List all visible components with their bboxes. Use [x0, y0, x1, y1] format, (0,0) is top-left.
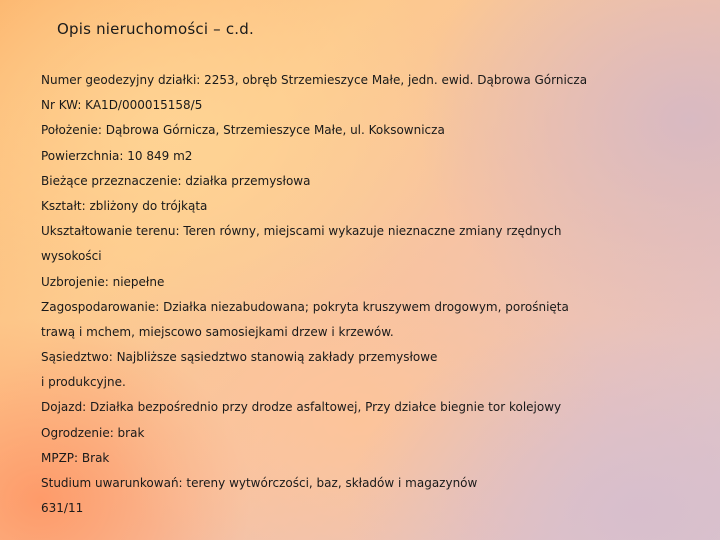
text-line: trawą i mchem, miejscowo samosiejkami drzew i krzewów.: [41, 324, 394, 339]
text-line: Zagospodarowanie: Działka niezabudowana; pokryta kruszywem drogowym, porośnięta: [41, 299, 569, 314]
text-line: Powierzchnia: 10 849 m2: [41, 148, 193, 163]
text-line: wysokości: [41, 249, 102, 264]
text-line: Kształt: zbliżony do trójkąta: [41, 198, 208, 213]
text-line: Sąsiedztwo: Najbliższe sąsiedztwo stanowią zakłady przemysłowe: [41, 350, 438, 365]
text-line: i produkcyjne.: [41, 375, 126, 390]
text-line: Ukształtowanie terenu: Teren równy, miejscami wykazuje nieznaczne zmiany rzędnych: [41, 224, 562, 239]
text-line: 631/11: [41, 501, 84, 516]
text-line: Numer geodezyjny działki: 2253, obręb Strzemieszyce Małe, jedn. ewid. Dąbrowa Górnicza: [41, 73, 588, 87]
property-description-list: [41, 68, 701, 521]
text-line: Ogrodzenie: brak: [41, 425, 145, 440]
slide-title: Opis nieruchomości – c.d.: [57, 20, 254, 38]
text-line: Nr KW: KA1D/000015158/5: [41, 98, 203, 113]
text-line: MPZP: Brak: [41, 450, 110, 465]
text-line: Dojazd: Działka bezpośrednio przy drodze asfaltowej, Przy działce biegnie tor kolejowy: [41, 400, 562, 415]
text-line: Studium uwarunkowań: tereny wytwórczości, baz, składów i magazynów: [41, 476, 478, 490]
text-line: Uzbrojenie: niepełne: [41, 274, 165, 289]
text-line: Bieżące przeznaczenie: działka przemysłowa: [41, 173, 311, 188]
text-line: Położenie: Dąbrowa Górnicza, Strzemieszyce Małe, ul. Koksownicza: [41, 123, 445, 138]
